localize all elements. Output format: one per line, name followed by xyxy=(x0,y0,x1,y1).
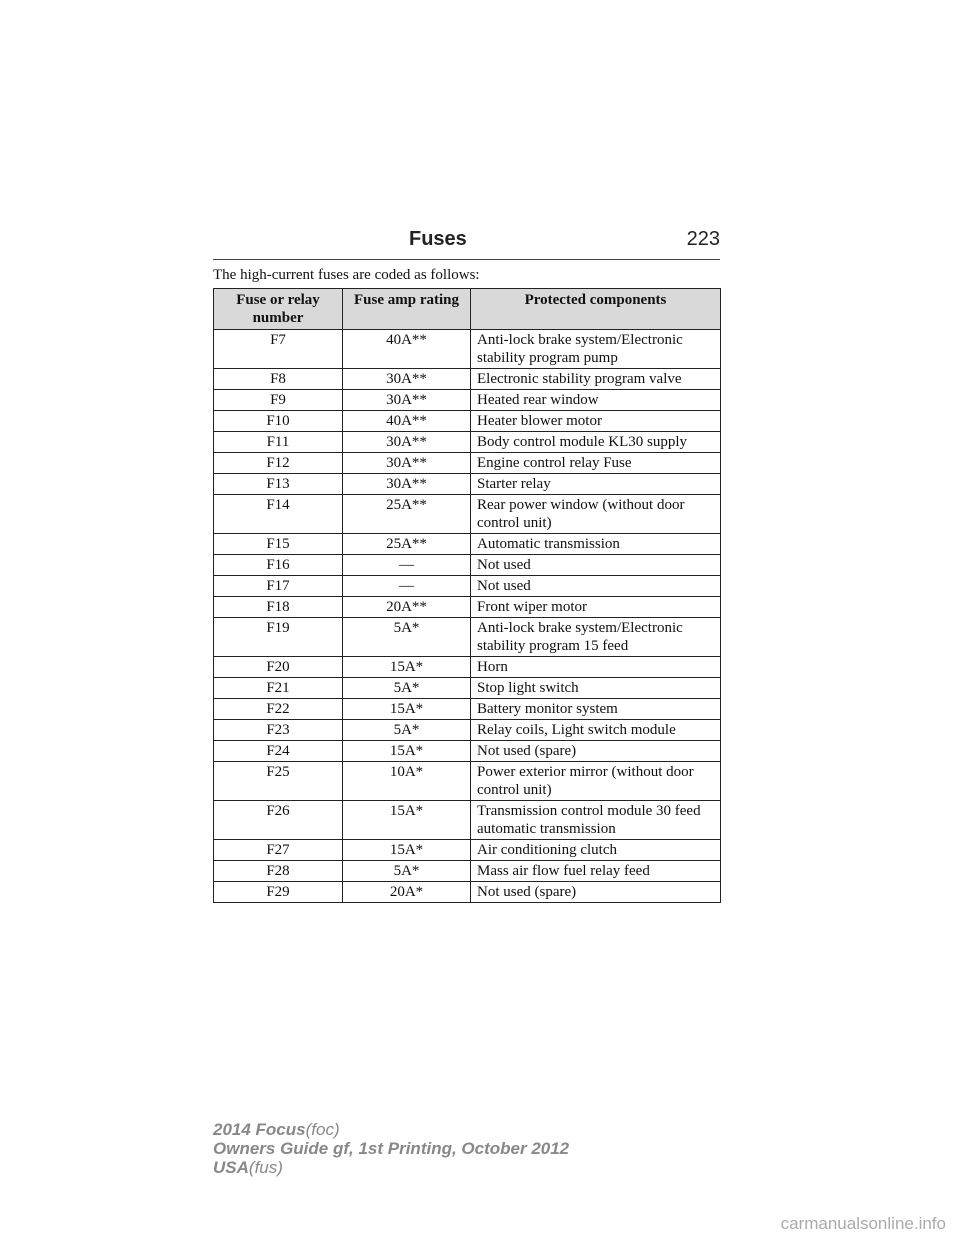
fuse-number-cell: F26 xyxy=(214,801,343,840)
table-row xyxy=(214,882,721,903)
fuse-number-cell: F27 xyxy=(214,840,343,861)
fuse-number-cell: F12 xyxy=(214,453,343,474)
amp-rating-cell: 15A* xyxy=(343,801,471,840)
table-row xyxy=(214,432,721,453)
amp-rating-cell: 20A* xyxy=(343,882,471,903)
amp-rating-cell: 15A* xyxy=(343,657,471,678)
amp-rating-cell: 25A** xyxy=(343,495,471,534)
table-row xyxy=(214,597,721,618)
table-row xyxy=(214,453,721,474)
table-row xyxy=(214,720,721,741)
table-header-row xyxy=(214,289,721,330)
fuse-number-cell: F29 xyxy=(214,882,343,903)
fuse-number-cell: F25 xyxy=(214,762,343,801)
table-row xyxy=(214,762,721,801)
protected-components-cell: Battery monitor system xyxy=(471,699,721,720)
table-row xyxy=(214,576,721,597)
protected-components-cell: Heated rear window xyxy=(471,390,721,411)
amp-rating-cell: — xyxy=(343,555,471,576)
protected-components-cell: Air conditioning clutch xyxy=(471,840,721,861)
fuse-number-cell: F14 xyxy=(214,495,343,534)
protected-components-cell: Horn xyxy=(471,657,721,678)
table-row xyxy=(214,495,721,534)
column-header-fuse-number: Fuse or relay number xyxy=(214,289,343,330)
table-row xyxy=(214,618,721,657)
page-number: 223 xyxy=(686,228,720,250)
protected-components-cell: Not used xyxy=(471,555,721,576)
fuse-number-cell: F13 xyxy=(214,474,343,495)
amp-rating-cell: 20A** xyxy=(343,597,471,618)
amp-rating-cell: 25A** xyxy=(343,534,471,555)
fuse-number-cell: F19 xyxy=(214,618,343,657)
protected-components-cell: Automatic transmission xyxy=(471,534,721,555)
header-rule xyxy=(213,259,720,260)
protected-components-cell: Not used (spare) xyxy=(471,741,721,762)
table-row xyxy=(214,534,721,555)
amp-rating-cell: 15A* xyxy=(343,699,471,720)
protected-components-cell: Anti-lock brake system/Electronic stability program pump xyxy=(471,330,721,369)
fuse-table xyxy=(213,288,721,903)
amp-rating-cell: 30A** xyxy=(343,369,471,390)
amp-rating-cell: 5A* xyxy=(343,720,471,741)
protected-components-cell: Heater blower motor xyxy=(471,411,721,432)
protected-components-cell: Not used xyxy=(471,576,721,597)
protected-components-cell: Relay coils, Light switch module xyxy=(471,720,721,741)
table-row xyxy=(214,699,721,720)
intro-text: The high-current fuses are coded as follows: xyxy=(213,267,480,283)
table-row xyxy=(214,390,721,411)
table-row xyxy=(214,741,721,762)
protected-components-cell: Engine control relay Fuse xyxy=(471,453,721,474)
table-row xyxy=(214,840,721,861)
amp-rating-cell: 30A** xyxy=(343,453,471,474)
column-header-amp-rating: Fuse amp rating xyxy=(343,289,471,330)
fuse-number-cell: F7 xyxy=(214,330,343,369)
footer-line-2: Owners Guide gf, 1st Printing, October 2012 xyxy=(213,1139,570,1158)
table-row xyxy=(214,678,721,699)
amp-rating-cell: 5A* xyxy=(343,861,471,882)
amp-rating-cell: 30A** xyxy=(343,390,471,411)
fuse-number-cell: F10 xyxy=(214,411,343,432)
table-row xyxy=(214,369,721,390)
fuse-number-cell: F11 xyxy=(214,432,343,453)
table-row xyxy=(214,861,721,882)
amp-rating-cell: 40A** xyxy=(343,411,471,432)
protected-components-cell: Power exterior mirror (without door control unit) xyxy=(471,762,721,801)
fuse-number-cell: F22 xyxy=(214,699,343,720)
table-row xyxy=(214,657,721,678)
table-row xyxy=(214,411,721,432)
footer-line-3: USA(fus) xyxy=(213,1158,283,1177)
column-header-protected-components: Protected components xyxy=(471,289,721,330)
amp-rating-cell: 5A* xyxy=(343,618,471,657)
protected-components-cell: Stop light switch xyxy=(471,678,721,699)
amp-rating-cell: 15A* xyxy=(343,840,471,861)
protected-components-cell: Starter relay xyxy=(471,474,721,495)
table-row xyxy=(214,555,721,576)
protected-components-cell: Front wiper motor xyxy=(471,597,721,618)
fuse-number-cell: F18 xyxy=(214,597,343,618)
protected-components-cell: Electronic stability program valve xyxy=(471,369,721,390)
fuse-number-cell: F17 xyxy=(214,576,343,597)
protected-components-cell: Mass air flow fuel relay feed xyxy=(471,861,721,882)
amp-rating-cell: 5A* xyxy=(343,678,471,699)
page-header xyxy=(213,228,720,258)
fuse-number-cell: F21 xyxy=(214,678,343,699)
fuse-number-cell: F15 xyxy=(214,534,343,555)
amp-rating-cell: 15A* xyxy=(343,741,471,762)
protected-components-cell: Body control module KL30 supply xyxy=(471,432,721,453)
section-title: Fuses xyxy=(409,228,467,250)
protected-components-cell: Transmission control module 30 feed automatic transmission xyxy=(471,801,721,840)
amp-rating-cell: 30A** xyxy=(343,432,471,453)
fuse-number-cell: F23 xyxy=(214,720,343,741)
protected-components-cell: Rear power window (without door control unit) xyxy=(471,495,721,534)
fuse-number-cell: F8 xyxy=(214,369,343,390)
fuse-number-cell: F16 xyxy=(214,555,343,576)
watermark: carmanualsonline.info xyxy=(780,1214,946,1233)
protected-components-cell: Anti-lock brake system/Electronic stability program 15 feed xyxy=(471,618,721,657)
table-row xyxy=(214,474,721,495)
fuse-number-cell: F20 xyxy=(214,657,343,678)
amp-rating-cell: 40A** xyxy=(343,330,471,369)
table-row xyxy=(214,801,721,840)
fuse-number-cell: F28 xyxy=(214,861,343,882)
amp-rating-cell: 10A* xyxy=(343,762,471,801)
footer-line-1: 2014 Focus(foc) xyxy=(213,1120,340,1139)
amp-rating-cell: — xyxy=(343,576,471,597)
amp-rating-cell: 30A** xyxy=(343,474,471,495)
fuse-number-cell: F24 xyxy=(214,741,343,762)
footer xyxy=(213,1120,569,1177)
table-row xyxy=(214,330,721,369)
fuse-number-cell: F9 xyxy=(214,390,343,411)
protected-components-cell: Not used (spare) xyxy=(471,882,721,903)
